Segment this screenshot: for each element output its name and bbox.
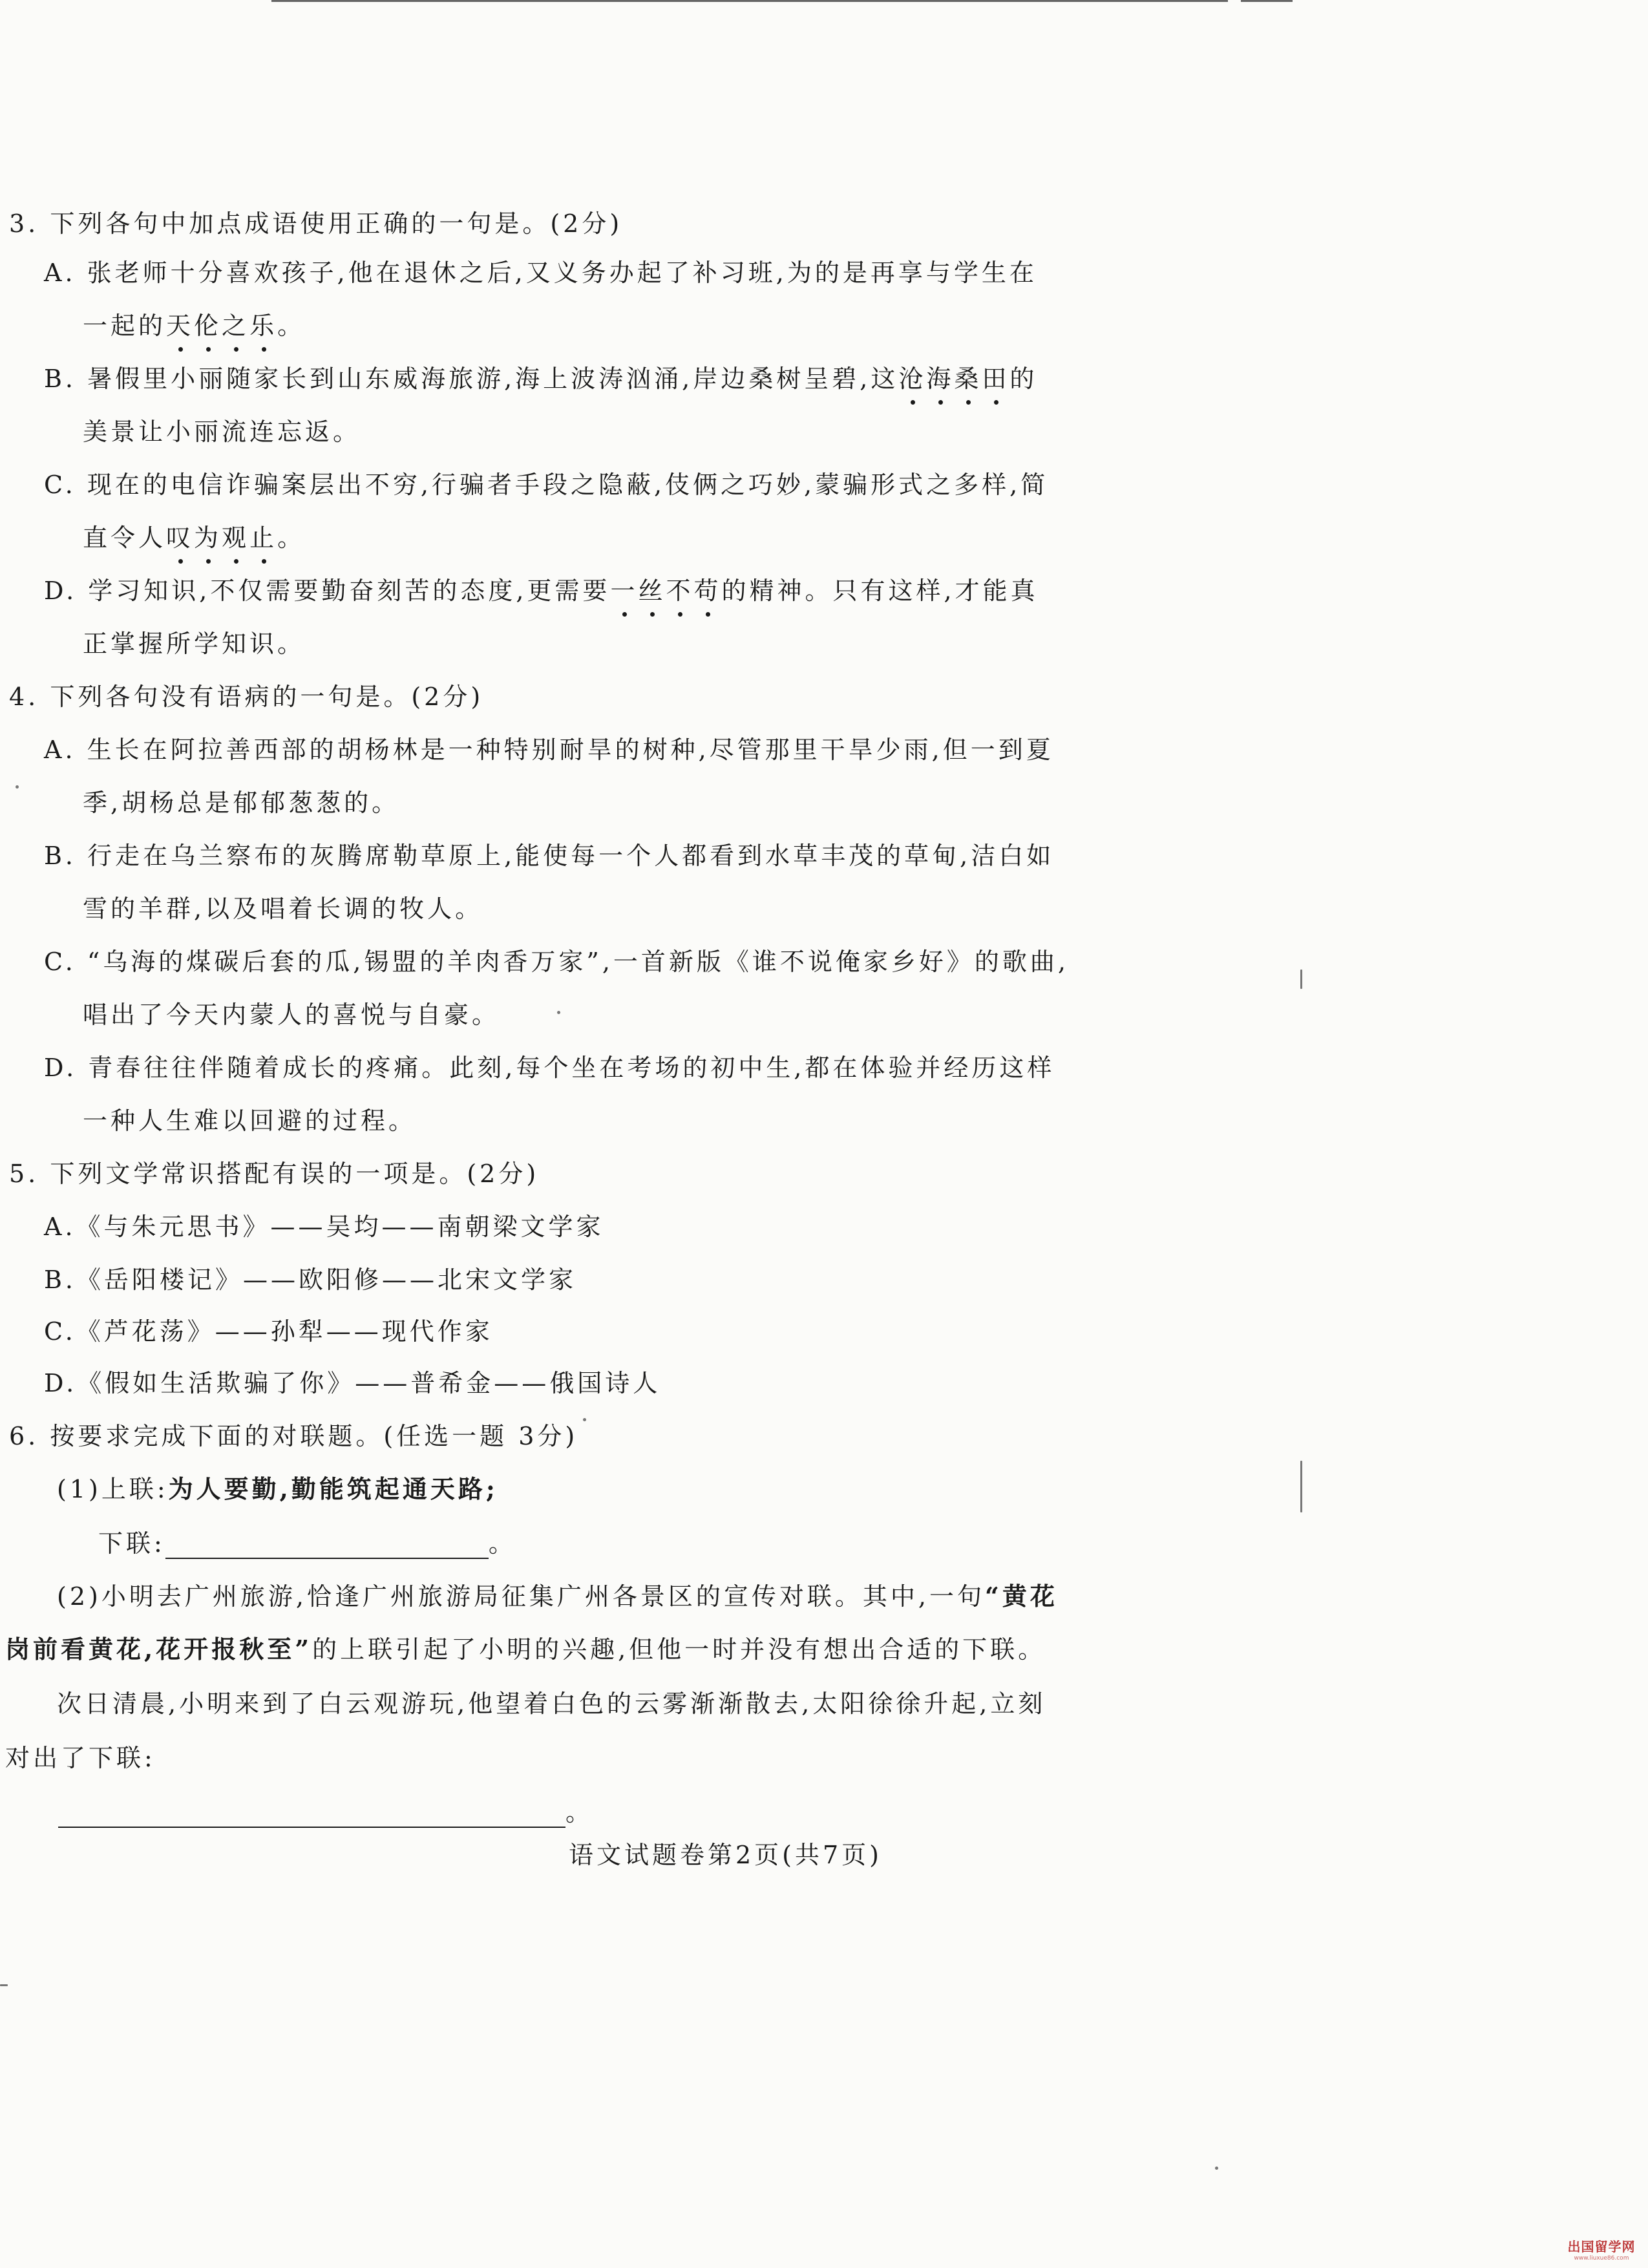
emphasis-dot-char: 天 — [166, 312, 195, 340]
emphasized-idiom — [166, 524, 277, 552]
question-4-option-b-line1: B. 行走在乌兰察布的灰腾席勒草原上,能使每一个人都看到水草丰茂的草甸,洁白如 — [44, 842, 1055, 870]
emphasis-dot-char: 海 — [926, 365, 955, 393]
watermark-title: 出国留学网 — [1567, 2239, 1636, 2254]
question-3-stem: 3. 下列各句中加点成语使用正确的一句是。(2分) — [9, 209, 623, 238]
question-4-option-b-line2: 雪的羊群,以及唱着长调的牧人。 — [83, 895, 483, 923]
emphasis-dot-char: 乐 — [249, 312, 278, 340]
scan-speck — [1215, 2167, 1218, 2170]
page-footer: 语文试题卷第2页(共7页) — [569, 1841, 883, 1869]
scan-speck — [1300, 970, 1302, 989]
emphasis-dot-char: 止 — [249, 524, 278, 552]
scan-speck — [583, 1418, 586, 1421]
question-4-stem: 4. 下列各句没有语病的一句是。(2分) — [9, 683, 484, 711]
couplet-2-line2: 岗前看黄花,花开报秋至”的上联引起了小明的兴趣,但他一时并没有想出合适的下联。 — [5, 1635, 1046, 1664]
question-6-stem: 6. 按要求完成下面的对联题。(任选一题 3分) — [9, 1422, 578, 1450]
question-3-option-c-line1: C. 现在的电信诈骗案层出不穷,行骗者手段之隐蔽,伎俩之巧妙,蒙骗形式之多样,简 — [44, 471, 1049, 499]
question-3-option-d-line1: D. 学习知识,不仅需要勤奋刻苦的态度,更需要一丝不苟的精神。只有这样,才能真 — [44, 577, 1039, 605]
scan-speck — [557, 1011, 560, 1014]
question-4-option-c-line2: 唱出了今天内蒙人的喜悦与自豪。 — [83, 1001, 500, 1029]
emphasis-dot-char: 一 — [610, 577, 639, 605]
question-5-option-c: C.《芦花荡》——孙犁——现代作家 — [44, 1317, 493, 1346]
question-4-option-d-line2: 一种人生难以回避的过程。 — [83, 1107, 417, 1135]
question-5-option-d: D.《假如生活欺骗了你》——普希金——俄国诗人 — [44, 1369, 661, 1397]
couplet-2-line3: 次日清晨,小明来到了白云观游玩,他望着白色的云雾渐渐散去,太阳徐徐升起,立刻 — [57, 1690, 1046, 1718]
emphasis-dot-char: 桑 — [954, 365, 982, 393]
question-5-option-a: A.《与朱元思书》——吴均——南朝梁文学家 — [44, 1213, 604, 1241]
question-4-option-a-line2: 季,胡杨总是郁郁葱葱的。 — [83, 789, 400, 817]
emphasized-idiom — [898, 365, 1009, 393]
scan-speck — [1300, 1461, 1302, 1512]
question-3-option-c-line2: 直令人叹为观止。 — [83, 524, 306, 552]
question-5-stem: 5. 下列文学常识搭配有误的一项是。(2分) — [9, 1160, 540, 1188]
question-5-option-b: B.《岳阳楼记》——欧阳修——北宋文学家 — [44, 1266, 577, 1294]
question-4-option-c-line1: C. “乌海的煤碳后套的瓜,锡盟的羊肉香万家”,一首新版《谁不说俺家乡好》的歌曲, — [44, 948, 1069, 976]
emphasis-dot-char: 观 — [222, 524, 250, 552]
emphasis-dot-char: 之 — [222, 312, 250, 340]
couplet-2-answer: 。 — [58, 1797, 593, 1828]
couplet-2-line4: 对出了下联: — [5, 1744, 156, 1772]
emphasis-dot-char: 为 — [194, 524, 222, 552]
question-3-option-a-line1: A. 张老师十分喜欢孩子,他在退休之后,又义务办起了补习班,为的是再享与学生在 — [44, 259, 1037, 287]
emphasis-dot-char: 伦 — [194, 312, 222, 340]
site-watermark — [1565, 2236, 1638, 2262]
scan-speck — [0, 1984, 8, 1986]
question-3-option-b-line2: 美景让小丽流连忘返。 — [83, 418, 361, 446]
scan-edge-line — [1241, 0, 1293, 2]
emphasized-idiom — [166, 312, 277, 340]
emphasis-dot-char: 不 — [666, 577, 694, 605]
emphasis-dot-char: 沧 — [898, 365, 927, 393]
question-4-option-a-line1: A. 生长在阿拉善西部的胡杨林是一种特别耐旱的树种,尽管那里干旱少雨,但一到夏 — [44, 736, 1054, 764]
watermark-url: www.liuxue86.com — [1574, 2255, 1629, 2262]
emphasized-idiom — [610, 577, 721, 605]
answer-blank-1[interactable] — [165, 1532, 489, 1559]
emphasis-dot-char: 田 — [982, 365, 1010, 393]
couplet-2-line1: (2)小明去广州旅游,恰逢广州旅游局征集广州各景区的宣传对联。其中,一句“黄花 — [57, 1582, 1058, 1611]
question-4-option-d-line1: D. 青春往往伴随着成长的疼痛。此刻,每个坐在考场的初中生,都在体验并经历这样 — [44, 1054, 1055, 1082]
couplet-1-answer: 下联: 。 — [98, 1529, 516, 1558]
question-3-option-a-line2: 一起的天伦之乐。 — [83, 312, 306, 340]
question-3-option-d-line2: 正掌握所学知识。 — [83, 630, 306, 658]
scan-edge-line — [271, 0, 1228, 2]
emphasis-dot-char: 丝 — [638, 577, 666, 605]
couplet-1-upper: (1)上联:为人要勤,勤能筑起通天路; — [57, 1474, 498, 1503]
emphasis-dot-char: 叹 — [166, 524, 195, 552]
emphasis-dot-char: 苟 — [693, 577, 722, 605]
question-3-option-b-line1: B. 暑假里小丽随家长到山东威海旅游,海上波涛汹涌,岸边桑树呈碧,这沧海桑田的 — [44, 365, 1038, 393]
scan-speck — [16, 785, 19, 789]
answer-blank-2[interactable] — [58, 1801, 565, 1828]
